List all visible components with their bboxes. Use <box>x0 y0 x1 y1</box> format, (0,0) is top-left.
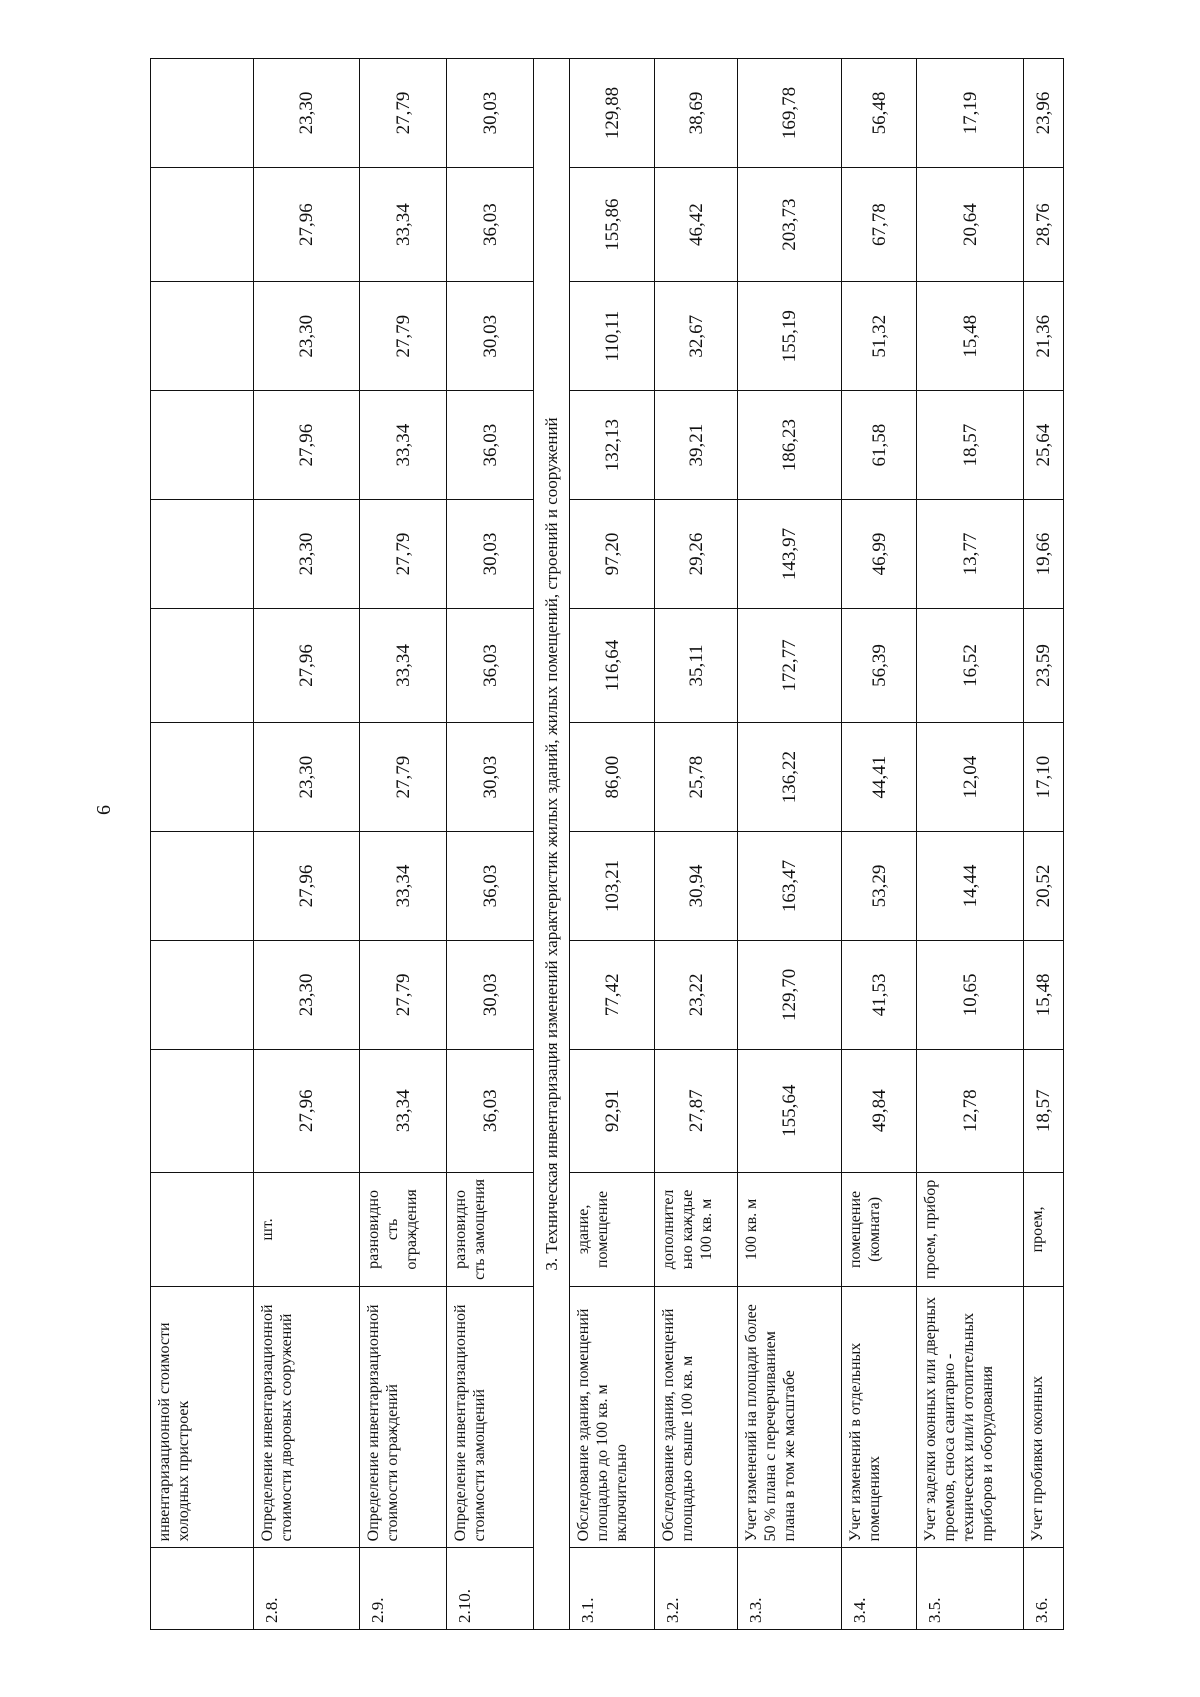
price-cell <box>151 500 254 609</box>
row-name: Обследование здания, помещений площадью свыше 100 кв. м <box>655 1287 738 1548</box>
price-cell: 30,94 <box>655 832 738 941</box>
tariff-table <box>150 58 1064 1630</box>
row-name: Учет заделки оконных или дверных проемов, сноса санитарно - технических или/и отопительных приборов и оборудования <box>917 1287 1024 1548</box>
price-cell: 12,78 <box>917 1049 1024 1172</box>
price-cell: 30,03 <box>447 940 534 1049</box>
price-cell: 19,66 <box>1024 500 1064 609</box>
row-code: 3.5. <box>917 1548 1024 1630</box>
price-cell: 23,22 <box>655 940 738 1049</box>
price-cell: 56,39 <box>842 608 917 722</box>
price-cell: 46,42 <box>655 167 738 281</box>
price-cell: 18,57 <box>917 391 1024 500</box>
table-row <box>842 59 917 1630</box>
price-cell: 77,42 <box>570 940 655 1049</box>
price-cell: 14,44 <box>917 832 1024 941</box>
price-cell <box>151 391 254 500</box>
price-cell <box>151 59 254 168</box>
page-number: 6 <box>93 805 115 815</box>
price-cell: 29,26 <box>655 500 738 609</box>
section-header-row <box>534 59 570 1630</box>
price-cell: 36,03 <box>447 608 534 722</box>
price-cell: 23,59 <box>1024 608 1064 722</box>
row-code: 3.2. <box>655 1548 738 1630</box>
row-unit: дополнител ьно каждые 100 кв. м <box>655 1172 738 1286</box>
price-cell: 155,64 <box>738 1049 842 1172</box>
price-cell: 27,79 <box>360 500 447 609</box>
price-cell <box>151 832 254 941</box>
price-cell: 203,73 <box>738 167 842 281</box>
price-cell: 30,03 <box>447 282 534 391</box>
price-cell <box>151 1049 254 1172</box>
price-cell: 51,32 <box>842 282 917 391</box>
price-cell <box>151 723 254 832</box>
price-cell: 13,77 <box>917 500 1024 609</box>
table-row <box>917 59 1024 1630</box>
price-cell: 97,20 <box>570 500 655 609</box>
price-cell: 23,96 <box>1024 59 1064 168</box>
price-cell: 33,34 <box>360 167 447 281</box>
row-name: Учет изменений в отдельных помещениях <box>842 1287 917 1548</box>
price-cell: 27,79 <box>360 282 447 391</box>
table-row <box>655 59 738 1630</box>
price-cell: 18,57 <box>1024 1049 1064 1172</box>
price-cell: 25,78 <box>655 723 738 832</box>
price-cell: 21,36 <box>1024 282 1064 391</box>
price-cell: 27,79 <box>360 59 447 168</box>
row-unit: разновидно сть замощения <box>447 1172 534 1286</box>
row-name: инвентаризационной стоимости холодных пристроек <box>151 1287 254 1548</box>
price-cell: 49,84 <box>842 1049 917 1172</box>
price-cell: 44,41 <box>842 723 917 832</box>
price-cell: 17,10 <box>1024 723 1064 832</box>
price-cell: 35,11 <box>655 608 738 722</box>
table-row <box>570 59 655 1630</box>
price-cell: 56,48 <box>842 59 917 168</box>
price-cell: 23,30 <box>254 282 360 391</box>
price-cell: 30,03 <box>447 723 534 832</box>
price-cell: 27,96 <box>254 832 360 941</box>
price-cell: 32,67 <box>655 282 738 391</box>
price-cell: 36,03 <box>447 832 534 941</box>
section-title: 3. Техническая инвентаризация изменений характеристик жилых зданий, жилых помещений, строений и сооружений <box>534 59 570 1630</box>
price-cell: 28,76 <box>1024 167 1064 281</box>
price-cell: 17,19 <box>917 59 1024 168</box>
table-body-section-3 <box>570 59 1064 1630</box>
price-cell: 172,77 <box>738 608 842 722</box>
row-unit <box>151 1172 254 1286</box>
price-cell: 23,30 <box>254 723 360 832</box>
row-unit: проем, <box>1024 1172 1064 1286</box>
price-cell <box>151 940 254 1049</box>
price-cell: 33,34 <box>360 832 447 941</box>
price-cell: 27,96 <box>254 1049 360 1172</box>
price-cell: 169,78 <box>738 59 842 168</box>
price-cell: 53,29 <box>842 832 917 941</box>
table-row <box>1024 59 1064 1630</box>
row-unit: шт. <box>254 1172 360 1286</box>
price-cell: 103,21 <box>570 832 655 941</box>
table-row <box>151 59 254 1630</box>
price-cell: 15,48 <box>1024 940 1064 1049</box>
price-cell: 27,96 <box>254 608 360 722</box>
price-cell: 27,79 <box>360 940 447 1049</box>
row-unit: здание, помещение <box>570 1172 655 1286</box>
price-cell: 33,34 <box>360 608 447 722</box>
row-name: Учет пробивки оконных <box>1024 1287 1064 1548</box>
price-cell: 132,13 <box>570 391 655 500</box>
price-cell: 30,03 <box>447 500 534 609</box>
row-unit: 100 кв. м <box>738 1172 842 1286</box>
price-cell: 41,53 <box>842 940 917 1049</box>
price-cell: 61,58 <box>842 391 917 500</box>
price-cell: 163,47 <box>738 832 842 941</box>
price-cell: 33,34 <box>360 391 447 500</box>
price-cell: 12,04 <box>917 723 1024 832</box>
price-cell: 129,88 <box>570 59 655 168</box>
price-cell: 27,87 <box>655 1049 738 1172</box>
table-row <box>254 59 360 1630</box>
price-cell: 67,78 <box>842 167 917 281</box>
price-cell: 36,03 <box>447 167 534 281</box>
price-cell: 20,64 <box>917 167 1024 281</box>
price-cell: 33,34 <box>360 1049 447 1172</box>
row-code: 2.10. <box>447 1548 534 1630</box>
price-cell: 39,21 <box>655 391 738 500</box>
price-cell: 155,19 <box>738 282 842 391</box>
row-unit: помещение (комната) <box>842 1172 917 1286</box>
price-cell: 136,22 <box>738 723 842 832</box>
price-cell <box>151 608 254 722</box>
price-cell <box>151 282 254 391</box>
table-row <box>738 59 842 1630</box>
price-cell: 38,69 <box>655 59 738 168</box>
price-cell: 36,03 <box>447 391 534 500</box>
row-code <box>151 1548 254 1630</box>
row-name: Учет изменений на площади более 50 % плана с перечерчиванием плана в том же масштабе <box>738 1287 842 1548</box>
price-cell: 36,03 <box>447 1049 534 1172</box>
price-cell: 15,48 <box>917 282 1024 391</box>
table-body-section-2 <box>151 59 534 1630</box>
price-cell: 23,30 <box>254 59 360 168</box>
price-cell: 46,99 <box>842 500 917 609</box>
row-name: Определение инвентаризационной стоимости дворовых сооружений <box>254 1287 360 1548</box>
tariff-table-wrapper <box>150 58 1095 1630</box>
price-cell: 16,52 <box>917 608 1024 722</box>
row-unit: разновидно сть ограждения <box>360 1172 447 1286</box>
price-cell: 25,64 <box>1024 391 1064 500</box>
row-code: 3.4. <box>842 1548 917 1630</box>
price-cell: 23,30 <box>254 500 360 609</box>
row-name: Определение инвентаризационной стоимости замощений <box>447 1287 534 1548</box>
price-cell: 10,65 <box>917 940 1024 1049</box>
table-row <box>447 59 534 1630</box>
price-cell: 30,03 <box>447 59 534 168</box>
row-code: 2.8. <box>254 1548 360 1630</box>
price-cell: 116,64 <box>570 608 655 722</box>
table-row <box>360 59 447 1630</box>
row-unit: проем, прибор <box>917 1172 1024 1286</box>
row-code: 3.6. <box>1024 1548 1064 1630</box>
price-cell: 92,91 <box>570 1049 655 1172</box>
row-name: Определение инвентаризационной стоимости ограждений <box>360 1287 447 1548</box>
price-cell: 27,79 <box>360 723 447 832</box>
price-cell: 129,70 <box>738 940 842 1049</box>
row-code: 3.3. <box>738 1548 842 1630</box>
price-cell: 20,52 <box>1024 832 1064 941</box>
price-cell: 86,00 <box>570 723 655 832</box>
price-cell: 23,30 <box>254 940 360 1049</box>
price-cell: 27,96 <box>254 167 360 281</box>
price-cell: 186,23 <box>738 391 842 500</box>
price-cell: 27,96 <box>254 391 360 500</box>
price-cell: 143,97 <box>738 500 842 609</box>
row-code: 3.1. <box>570 1548 655 1630</box>
price-cell <box>151 167 254 281</box>
row-code: 2.9. <box>360 1548 447 1630</box>
row-name: Обследование здания, помещений площадью до 100 кв. м включительно <box>570 1287 655 1548</box>
price-cell: 110,11 <box>570 282 655 391</box>
price-cell: 155,86 <box>570 167 655 281</box>
